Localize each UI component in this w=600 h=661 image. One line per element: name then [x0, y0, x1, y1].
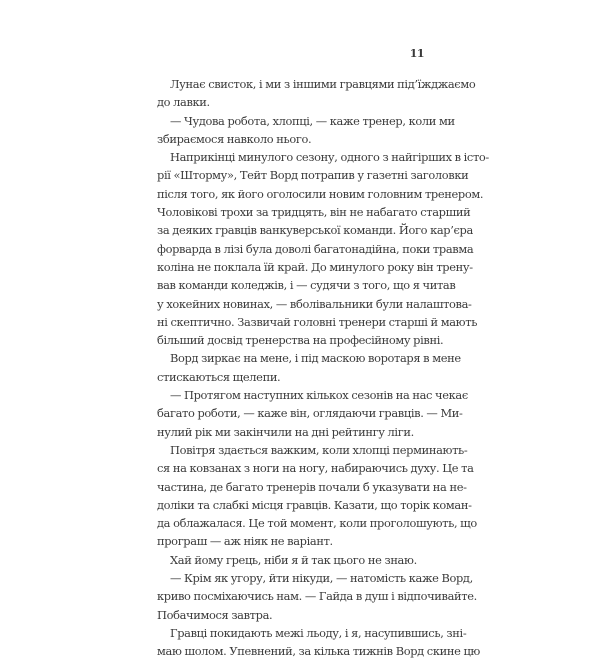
page-number: 11	[409, 47, 424, 60]
text-line: ні скептично. Зазвичай головні тренери старші й мають	[157, 314, 478, 329]
text-line: — Чудова робота, хлопці, — каже тренер, коли ми	[170, 113, 455, 128]
text-line: коліна не поклала їй край. До минулого року він трену-	[157, 259, 473, 274]
text-line: Чоловікові трохи за тридцять, він не набагато старший	[157, 205, 471, 220]
text-line: ся на ковзанах з ноги на ногу, набираючись духу. Це та	[157, 461, 474, 476]
text-line: Лунає свисток, і ми з іншими гравцями під’їжджаємо	[170, 77, 476, 91]
text-line: більший досвід тренерства на професійному рівні.	[157, 333, 444, 348]
text-line: Хай йому грець, ніби я й так цього не знаю.	[170, 552, 417, 567]
text-line: стискаються щелепи.	[157, 369, 281, 384]
text-line: до лавки.	[157, 95, 210, 110]
text-line: Наприкінці минулого сезону, одного з найгірших в істо-	[170, 150, 489, 165]
text-line: доліки та слабкі місця гравців. Казати, що торік коман-	[157, 497, 472, 512]
text-line: багато роботи, — каже він, оглядаючи гравців. — Ми-	[157, 406, 463, 421]
text-line: частина, де багато тренерів почали б указувати на не-	[157, 479, 467, 494]
text-line: у хокейних новинах, — вболівальники були налаштова-	[157, 296, 472, 311]
text-line: криво посміхаючись нам. — Гайда в душ і відпочивайте.	[157, 589, 477, 604]
text-line: Повітря здається важким, коли хлопці перминають-	[170, 442, 468, 457]
text-line: форварда в лізі була доволі багатонадійна, поки травма	[157, 241, 474, 256]
text-line: Гравці покидають межі льоду, і я, насупившись, зні-	[170, 625, 467, 640]
text-line: збираємося навколо нього.	[157, 131, 312, 146]
body-text	[157, 75, 489, 661]
text-line: після того, як його оголосили новим головним тренером.	[157, 186, 484, 201]
text-line: Побачимося завтра.	[157, 607, 273, 622]
text-line: нулий рік ми закінчили на дні рейтингу ліги.	[157, 424, 414, 439]
text-line: маю шолом. Упевнений, за кілька тижнів Ворд скине цю	[157, 644, 480, 659]
text-line: — Крім як угору, йти нікуди, — натомість каже Ворд,	[170, 571, 473, 586]
text-line: Ворд зиркає на мене, і під маскою воротаря в мене	[170, 351, 461, 366]
text-line: — Протягом наступних кількох сезонів на нас чекає	[170, 388, 468, 403]
text-line: рії «Шторму», Тейт Ворд потрапив у газетні заголовки	[157, 168, 469, 183]
text-line: да облажалася. Це той момент, коли проголошують, що	[157, 516, 477, 531]
text-line: програш — аж ніяк не варіант.	[157, 534, 333, 549]
text-line: вав команди коледжів, і — судячи з того, що я читав	[157, 278, 456, 293]
text-line: за деяких гравців ванкуверської команди. Його кар’єра	[157, 223, 473, 238]
